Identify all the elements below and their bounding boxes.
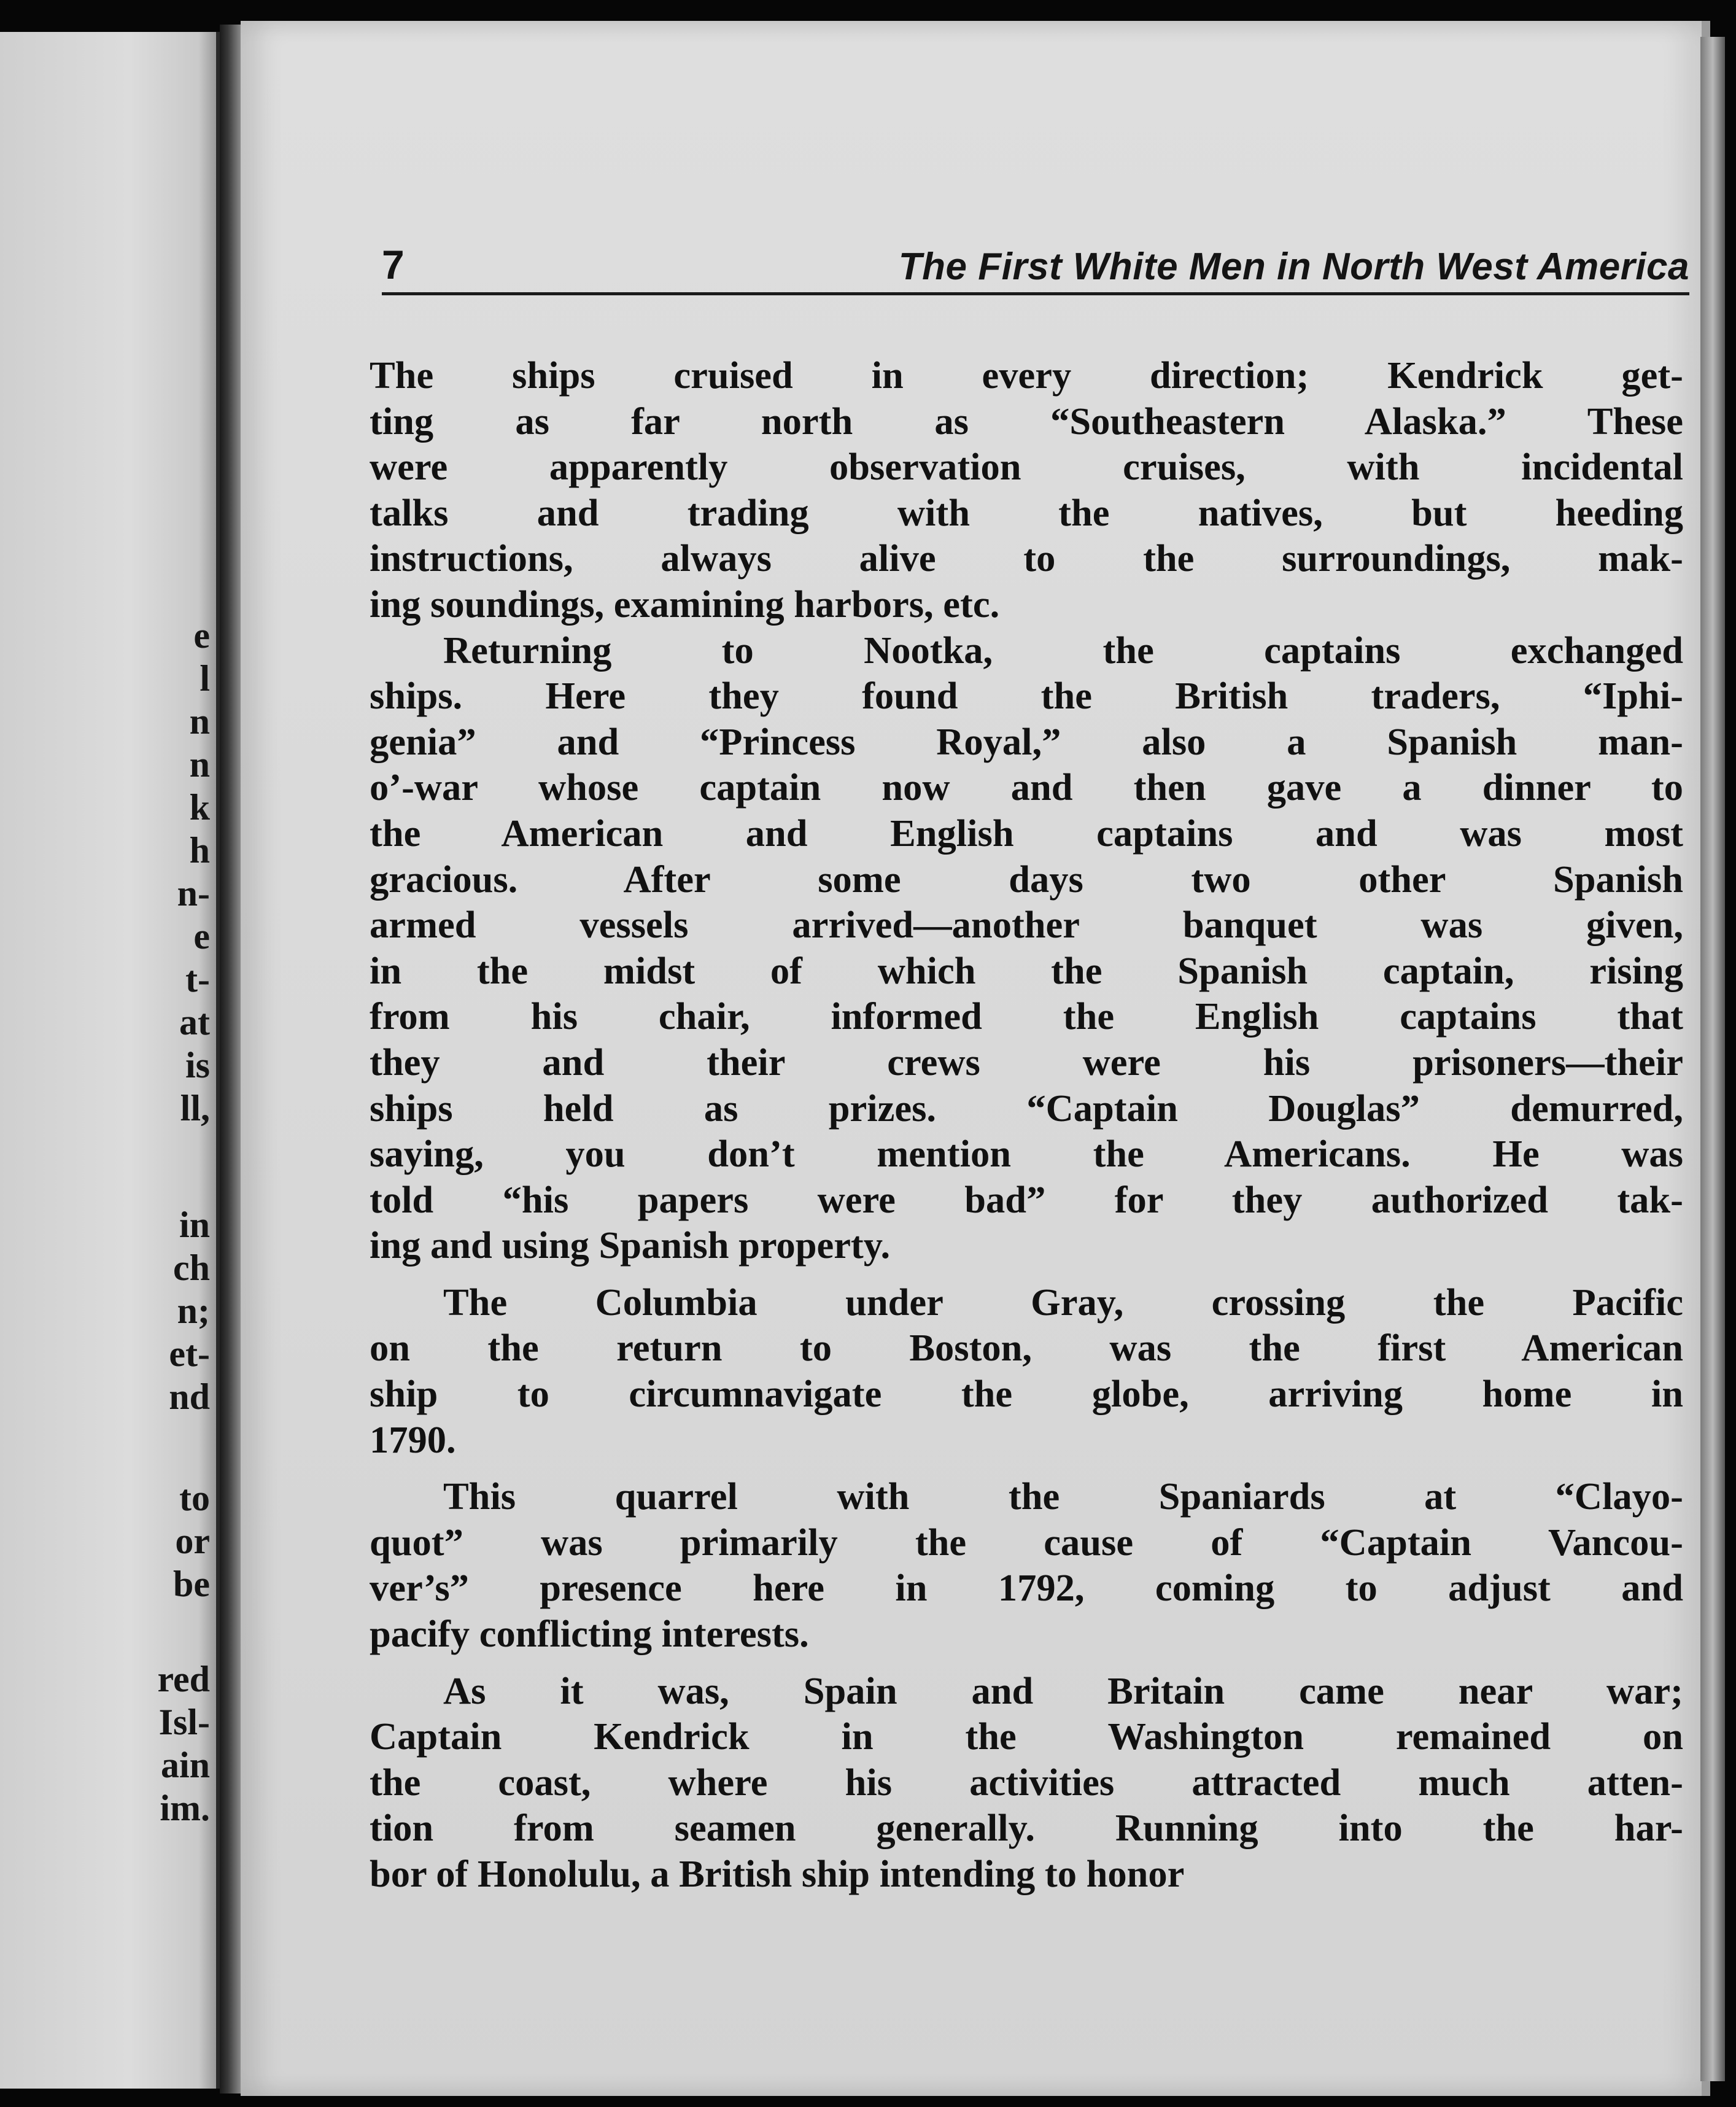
book-title: The First White Men in North West America — [898, 246, 1689, 288]
text-line: ing soundings, examining harbors, etc. — [370, 582, 1000, 626]
text-line: Captain Kendrick in the Washington remained on — [370, 1715, 1683, 1758]
paragraph — [370, 352, 1683, 627]
text-line: ting as far north as “Southeastern Alaska.” These — [370, 399, 1683, 443]
left-page-fragment: or — [175, 1521, 210, 1561]
text-line: armed vessels arrived—another banquet was given, — [370, 903, 1683, 947]
text-line: were apparently observation cruises, with incidental — [370, 445, 1683, 489]
text-line: genia” and “Princess Royal,” also a Spanish man- — [370, 720, 1683, 763]
text-line: ver’s” presence here in 1792, coming to adjust and — [370, 1566, 1683, 1610]
text-line: saying, you don’t mention the Americans. He was — [370, 1132, 1683, 1176]
left-page-fragment: ain — [160, 1745, 210, 1785]
text-line: pacify conflicting interests. — [370, 1612, 809, 1656]
left-page-fragment: ll, — [180, 1088, 210, 1128]
left-page-fragment: Isl- — [158, 1702, 210, 1742]
left-page-fragment: k — [189, 787, 210, 828]
text-line: This quarrel with the Spaniards at “Clayo- — [443, 1475, 1683, 1518]
text-line: instructions, always alive to the surroundings, mak- — [370, 537, 1683, 580]
text-line: ship to circumnavigate the globe, arriving home in — [370, 1372, 1683, 1416]
text-line: ships. Here they found the British traders, “Iphi- — [370, 674, 1683, 718]
paragraph — [370, 1668, 1683, 1897]
text-line: ships held as prizes. “Captain Douglas” demurred, — [370, 1086, 1683, 1130]
text-line: quot” was primarily the cause of “Captain Vancou- — [370, 1520, 1683, 1564]
text-line: the American and English captains and was most — [370, 811, 1683, 855]
left-page-fragment: n — [189, 701, 210, 742]
text-line: 1790. — [370, 1418, 456, 1461]
book-gutter — [220, 25, 241, 2093]
text-line: told “his papers were bad” for they authorized tak- — [370, 1178, 1683, 1221]
text-line: in the midst of which the Spanish captain, rising — [370, 949, 1683, 992]
left-page-fragment: in — [179, 1205, 210, 1245]
page-edge — [1700, 37, 1725, 2081]
text-line: As it was, Spain and Britain came near war; — [443, 1669, 1683, 1712]
text-line: tion from seamen generally. Running into the har- — [370, 1806, 1683, 1850]
text-line: the coast, where his activities attracted much atten- — [370, 1760, 1683, 1804]
left-page-fragment: e — [193, 615, 210, 656]
text-line: they and their crews were his prisoners—their — [370, 1040, 1683, 1084]
left-page-fragment: l — [200, 658, 210, 699]
left-page-fragment: be — [173, 1564, 210, 1604]
left-page-fragment: n — [189, 744, 210, 785]
text-line: Returning to Nootka, the captains exchanged — [443, 628, 1683, 672]
text-line: The ships cruised in every direction; Kendrick get- — [370, 354, 1683, 397]
body-text — [370, 352, 1683, 1897]
text-line: gracious. After some days two other Spanish — [370, 857, 1683, 901]
page-number: 7 — [382, 242, 405, 287]
left-page-fragment: h — [189, 830, 210, 871]
left-page-fragment: et- — [169, 1333, 210, 1374]
left-page-fragment: e — [193, 916, 210, 956]
left-page-fragment: ch — [173, 1248, 210, 1288]
left-page-fragment: n- — [177, 873, 210, 914]
left-page-fragment: t- — [185, 959, 210, 999]
left-page-fragment: im. — [160, 1788, 210, 1828]
paragraph — [370, 1279, 1683, 1462]
paragraph-gap — [370, 1462, 1683, 1473]
paragraph-gap — [370, 1268, 1683, 1279]
left-page-fragment: to — [179, 1478, 210, 1518]
right-page — [241, 21, 1710, 2096]
text-line: The Columbia under Gray, crossing the Pacific — [443, 1280, 1683, 1324]
text-line: on the return to Boston, was the first American — [370, 1326, 1683, 1370]
left-page-fragment: is — [185, 1045, 210, 1085]
paragraph — [370, 1473, 1683, 1656]
paragraph — [370, 627, 1683, 1268]
left-page-fragment: nd — [169, 1376, 210, 1417]
text-line: talks and trading with the natives, but heeding — [370, 491, 1683, 534]
left-page-fragment: red — [157, 1659, 210, 1699]
running-head — [382, 237, 1689, 295]
left-page-fragment: at — [179, 1002, 210, 1042]
text-line: o’-war whose captain now and then gave a dinner to — [370, 766, 1683, 809]
text-line: ing and using Spanish property. — [370, 1224, 891, 1267]
paragraph-gap — [370, 1657, 1683, 1668]
text-line: from his chair, informed the English captains that — [370, 995, 1683, 1038]
left-page-fragment: n; — [177, 1290, 210, 1331]
left-facing-page — [0, 32, 220, 2089]
text-line: bor of Honolulu, a British ship intending to honor — [370, 1852, 1185, 1895]
